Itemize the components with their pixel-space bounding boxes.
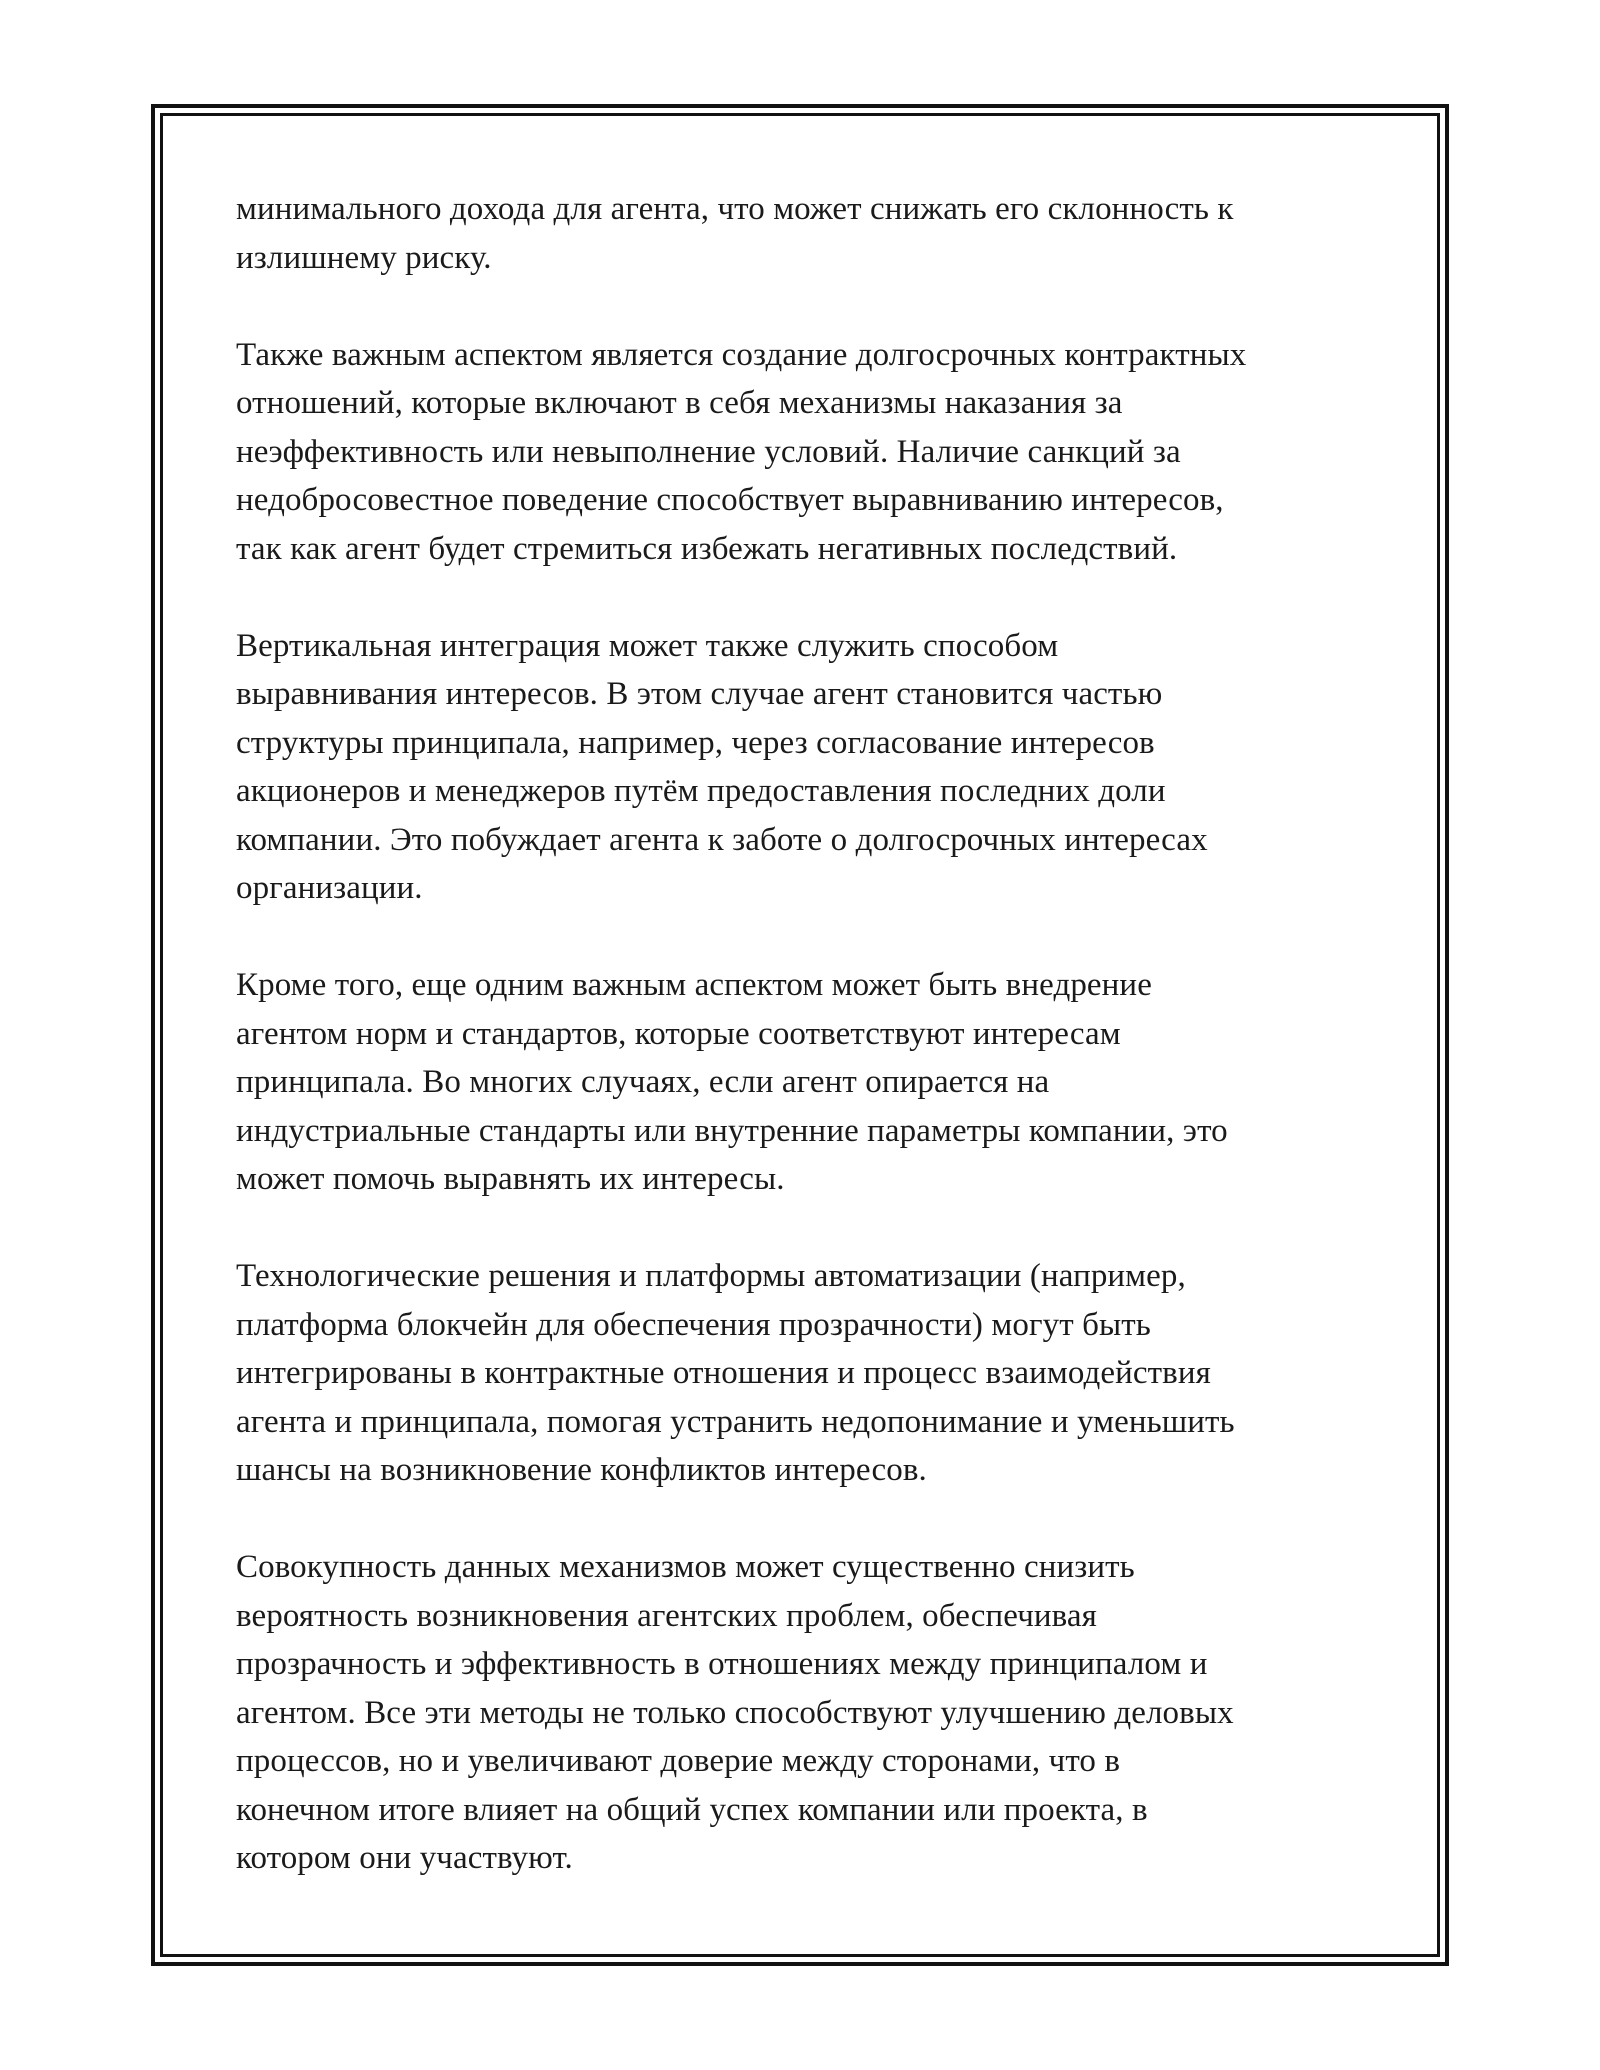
paragraph: Кроме того, еще одним важным аспектом может быть внедрение агентом норм и стандартов, которые соответствуют интересам принципала. Во многих случаях, если агент опирается на индустриальные стандарты или внутренние параметры компании, это может помочь выравнять их интересы. [236, 967, 1228, 1197]
document-body [236, 185, 1386, 1931]
paragraph: Технологические решения и платформы автоматизации (например, платформа блокчейн для обеспечения прозрачности) могут быть интегрированы в контрактные отношения и процесс взаимодействия агента и принципала, помогая устранить недопонимание и уменьшить шансы на возникновение конфликтов интересов. [236, 1258, 1235, 1488]
paragraph: Совокупность данных механизмов может существенно снизить вероятность возникновения агентских проблем, обеспечивая прозрачность и эффективность в отношениях между принципалом и агентом. Все эти методы не только способствуют улучшению деловых процессов, но и увеличивают доверие между сторонами, что в конечном итоге влияет на общий успех компании или проекта, в котором они участвуют. [236, 1549, 1234, 1876]
paragraph: минимального дохода для агента, что может снижать его склонность к излишнему риску. [236, 191, 1234, 276]
paragraph: Вертикальная интеграция может также служить способом выравнивания интересов. В этом случае агент становится частью структуры принципала, например, через согласование интересов акционеров и менеджеров путём предоставления последних доли компании. Это побуждает агента к заботе о долгосрочных интересах организации. [236, 627, 1208, 906]
paragraph: Также важным аспектом является создание долгосрочных контрактных отношений, которые включают в себя механизмы наказания за неэффективность или невыполнение условий. Наличие санкций за недобросовестное поведение способствует выравниванию интересов, так как агент будет стремиться избежать негативных последствий. [236, 336, 1247, 567]
